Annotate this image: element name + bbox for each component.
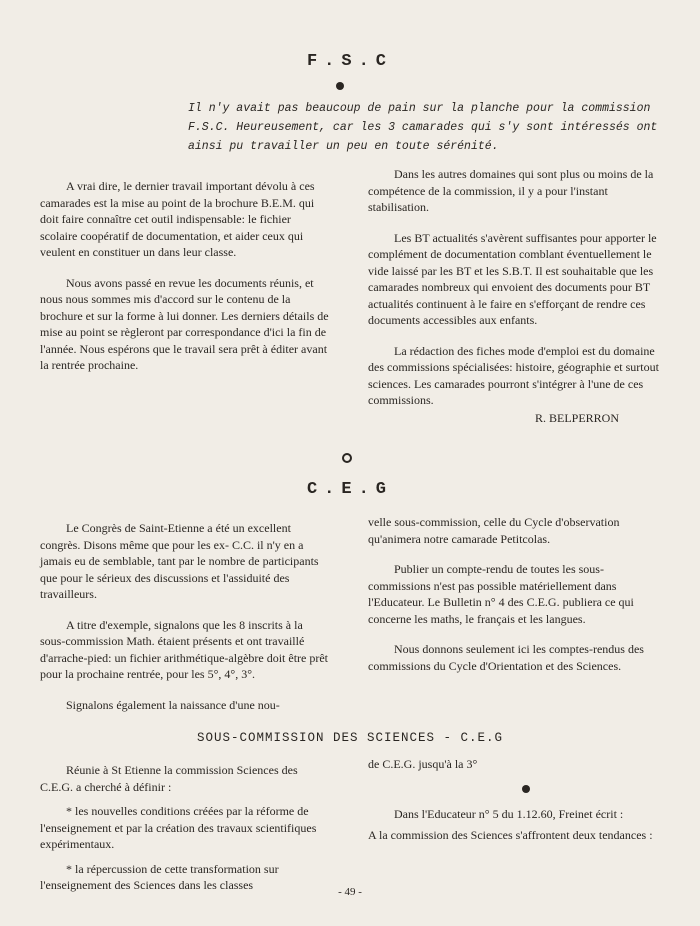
- paragraph: Les BT actualités s'avèrent suffisantes pour apporter le complément de documentation comblant éventuellement le vide laissé par les BT et les S.B.T. Il est souhaitable que les camarades nombreux qui envoient des documents pour BT actualités continuent à le faire en s'efforçant de rendre ces documents accessibles aux enfants.: [368, 230, 657, 327]
- sciences-right-column: [368, 756, 663, 787]
- paragraph: velle sous-commission, celle du Cycle d'observation qu'animera notre camarade Petitcolas.: [368, 515, 620, 546]
- paragraph: Dans l'Educateur n° 5 du 1.12.60, Freinet écrit :: [394, 807, 624, 821]
- sciences-subtitle: SOUS-COMMISSION DES SCIENCES - C.E.G: [196, 731, 504, 745]
- ceg-title: C.E.G: [306, 480, 393, 499]
- paragraph: * la répercussion de cette transformation sur l'enseignement des Sciences dans les classes: [40, 861, 279, 892]
- page-number: - 49 -: [338, 886, 362, 898]
- paragraph: Réunie à St Etienne la commission Sciences des C.E.G. a cherché à définir :: [40, 763, 298, 794]
- ceg-left-column: [40, 520, 330, 727]
- section-bullet-icon: [336, 82, 344, 90]
- ceg-right-column: [368, 514, 663, 688]
- paragraph: Signalons également la naissance d'une nou-: [66, 697, 280, 712]
- fsc-intro: Il n'y avait pas beaucoup de pain sur la planche pour la commission F.S.C. Heureusement, car les 3 camarades qui s'y sont intéressés ont ainsi pu travailler un peu en toute sérénité.: [188, 102, 658, 153]
- fsc-right-column: [368, 166, 663, 423]
- signature: R. BELPERRON: [535, 411, 620, 425]
- section-ring-icon: [342, 453, 352, 463]
- section-bullet-icon: [522, 785, 530, 793]
- paragraph: Nous avons passé en revue les documents réunis, et nous nous sommes mis d'accord sur le contenu de la brochure et sur la forme à lui donner. Les derniers détails de mise au point se règleront par correspondance d'ici la fin de l'année. Nous espérons que le travail sera prêt à éditer avant la rentrée prochaine.: [40, 275, 329, 372]
- paragraph: A la commission des Sciences s'affrontent deux tendances :: [368, 827, 653, 842]
- paragraph: * les nouvelles conditions créées par la réforme de l'enseignement et par la création des travaux scientifiques expérimentaux.: [40, 804, 317, 851]
- paragraph: Publier un compte-rendu de toutes les sous-commissions n'est pas possible matériellement dans l'Educateur. Le Bulletin n° 4 des C.E.G. publiera ce qui concerne les maths, le français et les langues.: [368, 562, 634, 626]
- fsc-title: F.S.C: [306, 52, 393, 71]
- paragraph: Nous donnons seulement ici les comptes-rendus des commissions du Cycle d'Orientation et des Sciences.: [368, 642, 644, 673]
- paragraph: La rédaction des fiches mode d'emploi est du domaine des commissions spécialisées: histoire, géographie et surtout sciences. Les camarades pourront s'intégrer à l'une de ces commissions.: [368, 343, 659, 407]
- paragraph: Le Congrès de Saint-Etienne a été un excellent congrès. Disons même que pour les ex- C.C. il n'y en a jamais eu de semblable, tant par le nombre de participants que pour le sérieux des discussions et l'assiduité des travailleurs.: [40, 521, 319, 601]
- paragraph: A vrai dire, le dernier travail important dévolu à ces camarades est la mise au point de la brochure B.E.M. qui doit faire connaître cet outil indispensable: le fichier scolaire coopératif de documentation, et aider ceux qui veulent en constituer un dans leur classe.: [40, 179, 315, 259]
- paragraph: A titre d'exemple, signalons que les 8 inscrits à la sous-commission Math. étaient présents et ont travaillé d'arrache-pied: un fichier arithmétique-algèbre doit être prêt pour la prochaine rentrée, pour les 5°, 4°, 3°.: [40, 617, 329, 681]
- fsc-left-column: [40, 178, 330, 388]
- paragraph: de C.E.G. jusqu'à la 3°: [368, 757, 478, 771]
- paragraph: Dans les autres domaines qui sont plus ou moins de la compétence de la commission, il y a pour l'instant stabilisation.: [368, 167, 654, 214]
- sciences-right-column-continued: [368, 806, 663, 857]
